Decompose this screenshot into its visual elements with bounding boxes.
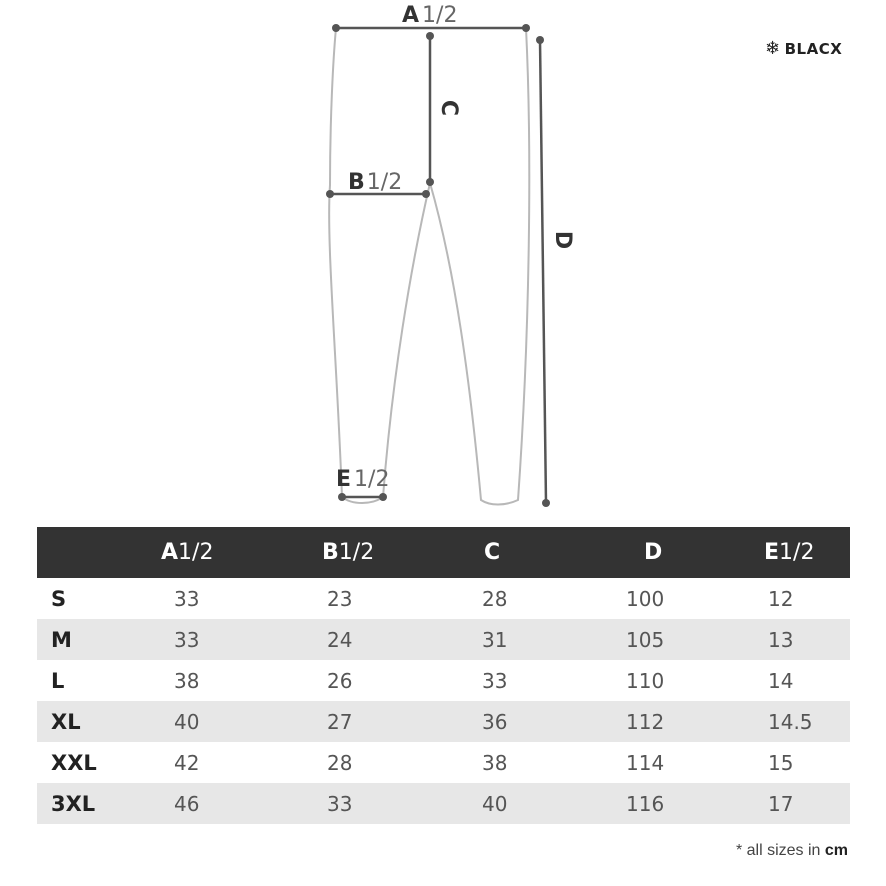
size-cell: S [51, 586, 67, 611]
measure-dot [426, 178, 434, 186]
value-cell: 38 [482, 750, 508, 775]
label-e: E 1/2 [336, 467, 390, 492]
size-cell: L [51, 668, 65, 693]
table-row [37, 783, 850, 824]
measure-dot [332, 24, 340, 32]
header-c: C [474, 527, 624, 578]
value-cell: 12 [768, 586, 794, 611]
units-note-prefix: * all sizes in [735, 842, 821, 859]
value-cell: 100 [626, 586, 665, 611]
table-row [37, 701, 850, 742]
units-note-unit: cm [824, 842, 848, 859]
header-a: A1/2 [134, 527, 314, 578]
measure-dot [326, 190, 334, 198]
snowflake-icon: ❄ [765, 38, 781, 59]
header-e: E1/2 [764, 527, 850, 578]
brand-name: BLACX [784, 40, 843, 58]
value-cell: 14.5 [764, 701, 850, 742]
value-cell: 33 [174, 586, 200, 611]
value-cell: 33 [482, 668, 508, 693]
brand-logo [765, 40, 842, 58]
measure-dot [422, 190, 430, 198]
value-cell: 23 [327, 586, 353, 611]
label-d: D [550, 230, 575, 250]
measure-dot [426, 32, 434, 40]
label-b: B1/2 [348, 170, 403, 195]
size-cell: 3XL [37, 783, 134, 824]
measure-dot [522, 24, 530, 32]
size-cell: M [37, 619, 134, 660]
value-cell: 17 [764, 783, 850, 824]
measure-dot [542, 499, 550, 507]
value-cell: 33 [134, 619, 314, 660]
value-cell: 24 [314, 619, 474, 660]
value-cell: 13 [764, 619, 850, 660]
value-cell: 38 [174, 668, 200, 693]
label-a: A 1/2 [402, 3, 458, 28]
value-cell: 14 [768, 668, 794, 693]
value-cell: 28 [482, 586, 508, 611]
table-header-row [37, 527, 850, 578]
value-cell: 15 [768, 750, 794, 775]
value-cell: 105 [624, 619, 764, 660]
value-cell: 27 [314, 701, 474, 742]
value-cell: 40 [474, 783, 624, 824]
value-cell: 36 [474, 701, 624, 742]
table-row [37, 619, 850, 660]
size-table [37, 527, 850, 824]
measure-dot [379, 493, 387, 501]
size-cell: XL [37, 701, 134, 742]
value-cell: 26 [327, 668, 353, 693]
header-d: D [624, 527, 764, 578]
measure-dot [536, 36, 544, 44]
value-cell: 28 [327, 750, 353, 775]
value-cell: 110 [626, 668, 665, 693]
value-cell: 33 [314, 783, 474, 824]
label-c: C [436, 99, 461, 117]
value-cell: 42 [174, 750, 200, 775]
table-row [37, 660, 850, 701]
units-note [736, 842, 848, 860]
value-cell: 31 [474, 619, 624, 660]
size-cell: XXL [51, 750, 97, 775]
header-b: B1/2 [314, 527, 474, 578]
table-row [37, 578, 850, 619]
table-row [37, 742, 850, 783]
value-cell: 46 [134, 783, 314, 824]
header-size [37, 527, 134, 578]
value-cell: 114 [626, 750, 665, 775]
measure-dot [338, 493, 346, 501]
value-cell: 116 [624, 783, 764, 824]
value-cell: 40 [134, 701, 314, 742]
measure-line-d [540, 40, 546, 503]
value-cell: 112 [624, 701, 764, 742]
